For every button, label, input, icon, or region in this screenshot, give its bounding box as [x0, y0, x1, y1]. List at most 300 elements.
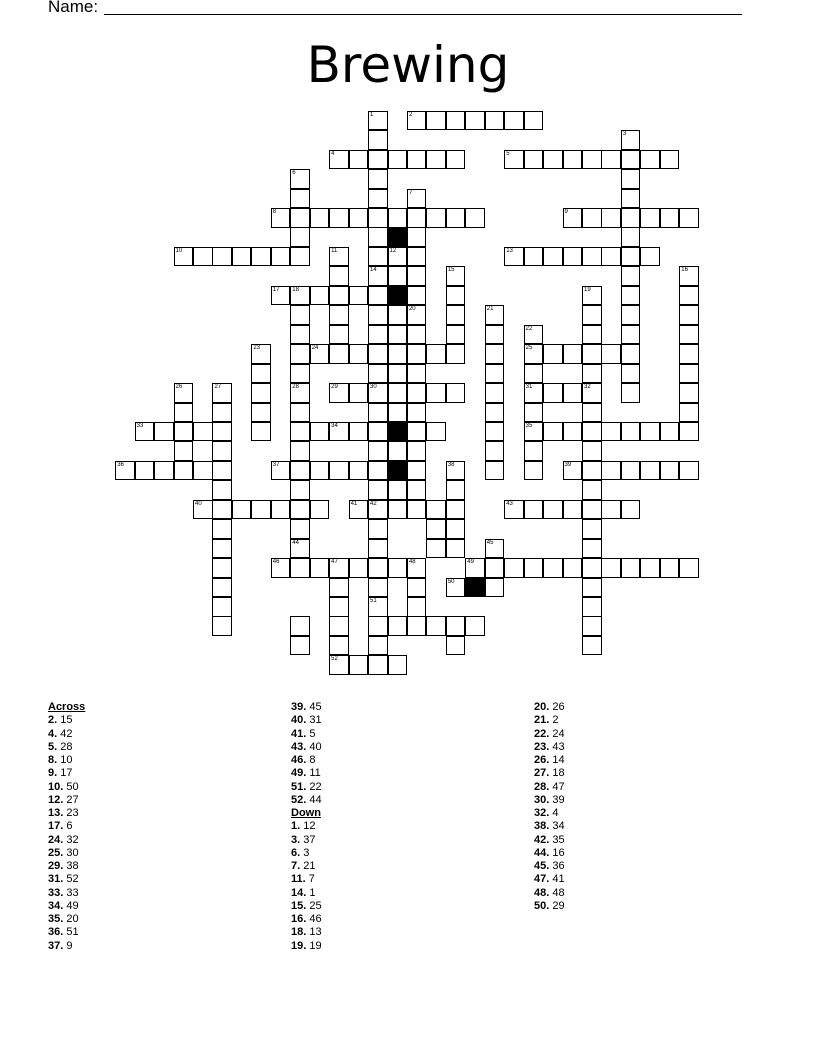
crossword-cell[interactable] — [290, 461, 310, 481]
crossword-cell[interactable] — [582, 208, 602, 228]
crossword-cell[interactable] — [251, 403, 271, 423]
crossword-cell[interactable] — [426, 344, 446, 364]
crossword-cell[interactable] — [582, 636, 602, 656]
crossword-cell[interactable] — [368, 616, 388, 636]
crossword-cell[interactable] — [271, 500, 291, 520]
crossword-cell[interactable] — [621, 305, 641, 325]
crossword-cell[interactable] — [388, 150, 408, 170]
crossword-cell[interactable] — [524, 111, 544, 131]
crossword-cell[interactable] — [349, 383, 369, 403]
crossword-cell[interactable] — [174, 441, 194, 461]
crossword-cell[interactable] — [582, 286, 602, 306]
crossword-cell[interactable] — [543, 344, 563, 364]
crossword-cell[interactable] — [524, 500, 544, 520]
crossword-cell[interactable] — [543, 422, 563, 442]
crossword-cell[interactable] — [388, 364, 408, 384]
crossword-cell[interactable] — [329, 150, 349, 170]
crossword-cell[interactable] — [446, 266, 466, 286]
crossword-cell[interactable] — [232, 247, 252, 267]
crossword-cell[interactable] — [660, 208, 680, 228]
crossword-cell[interactable] — [368, 403, 388, 423]
crossword-cell[interactable] — [388, 558, 408, 578]
crossword-cell[interactable] — [271, 247, 291, 267]
crossword-cell[interactable] — [251, 247, 271, 267]
crossword-cell[interactable] — [368, 383, 388, 403]
crossword-cell[interactable] — [368, 597, 388, 617]
crossword-cell[interactable] — [582, 441, 602, 461]
crossword-cell[interactable] — [407, 325, 427, 345]
crossword-cell[interactable] — [485, 441, 505, 461]
crossword-cell[interactable] — [407, 208, 427, 228]
crossword-cell[interactable] — [524, 344, 544, 364]
crossword-cell[interactable] — [582, 578, 602, 598]
crossword-cell[interactable] — [193, 461, 213, 481]
crossword-cell[interactable] — [251, 383, 271, 403]
crossword-cell[interactable] — [329, 325, 349, 345]
crossword-cell[interactable] — [174, 403, 194, 423]
crossword-cell[interactable] — [524, 403, 544, 423]
crossword-cell[interactable] — [407, 247, 427, 267]
crossword-cell[interactable] — [290, 636, 310, 656]
crossword-cell[interactable] — [426, 500, 446, 520]
crossword-cell[interactable] — [601, 344, 621, 364]
crossword-cell[interactable] — [582, 461, 602, 481]
crossword-cell[interactable] — [407, 150, 427, 170]
crossword-cell[interactable] — [582, 422, 602, 442]
crossword-cell[interactable] — [621, 500, 641, 520]
crossword-cell[interactable] — [446, 325, 466, 345]
crossword-cell[interactable] — [407, 111, 427, 131]
crossword-cell[interactable] — [582, 150, 602, 170]
crossword-cell[interactable] — [290, 500, 310, 520]
crossword-cell[interactable] — [368, 286, 388, 306]
crossword-cell[interactable] — [290, 422, 310, 442]
crossword-cell[interactable] — [465, 558, 485, 578]
crossword-cell[interactable] — [368, 208, 388, 228]
crossword-cell[interactable] — [582, 364, 602, 384]
crossword-cell[interactable] — [563, 247, 583, 267]
crossword-cell[interactable] — [368, 189, 388, 209]
crossword-cell[interactable] — [485, 578, 505, 598]
crossword-cell[interactable] — [446, 480, 466, 500]
crossword-cell[interactable] — [251, 364, 271, 384]
crossword-cell[interactable] — [524, 461, 544, 481]
crossword-cell[interactable] — [679, 558, 699, 578]
crossword-cell[interactable] — [407, 305, 427, 325]
crossword-cell[interactable] — [524, 150, 544, 170]
crossword-cell[interactable] — [563, 422, 583, 442]
crossword-cell[interactable] — [601, 461, 621, 481]
crossword-cell[interactable] — [621, 558, 641, 578]
crossword-cell[interactable] — [485, 539, 505, 559]
crossword-cell[interactable] — [660, 150, 680, 170]
crossword-cell[interactable] — [504, 247, 524, 267]
crossword-cell[interactable] — [504, 558, 524, 578]
crossword-cell[interactable] — [310, 208, 330, 228]
crossword-cell[interactable] — [446, 616, 466, 636]
crossword-cell[interactable] — [290, 539, 310, 559]
crossword-cell[interactable] — [640, 208, 660, 228]
crossword-cell[interactable] — [388, 480, 408, 500]
crossword-cell[interactable] — [388, 208, 408, 228]
crossword-cell[interactable] — [290, 344, 310, 364]
crossword-cell[interactable] — [621, 344, 641, 364]
crossword-cell[interactable] — [582, 519, 602, 539]
crossword-cell[interactable] — [368, 266, 388, 286]
crossword-cell[interactable] — [407, 578, 427, 598]
crossword-cell[interactable] — [679, 208, 699, 228]
crossword-cell[interactable] — [640, 558, 660, 578]
crossword-cell[interactable] — [368, 519, 388, 539]
crossword-cell[interactable] — [310, 500, 330, 520]
crossword-cell[interactable] — [407, 422, 427, 442]
crossword-cell[interactable] — [446, 500, 466, 520]
crossword-cell[interactable] — [582, 558, 602, 578]
crossword-cell[interactable] — [407, 286, 427, 306]
crossword-cell[interactable] — [426, 208, 446, 228]
crossword-cell[interactable] — [310, 461, 330, 481]
crossword-cell[interactable] — [601, 208, 621, 228]
crossword-cell[interactable] — [485, 403, 505, 423]
crossword-cell[interactable] — [368, 500, 388, 520]
crossword-cell[interactable] — [329, 286, 349, 306]
crossword-cell[interactable] — [485, 305, 505, 325]
crossword-cell[interactable] — [290, 519, 310, 539]
crossword-cell[interactable] — [679, 286, 699, 306]
crossword-cell[interactable] — [407, 266, 427, 286]
crossword-cell[interactable] — [388, 616, 408, 636]
crossword-cell[interactable] — [329, 597, 349, 617]
crossword-cell[interactable] — [407, 480, 427, 500]
crossword-cell[interactable] — [349, 655, 369, 675]
crossword-cell[interactable] — [485, 558, 505, 578]
crossword-cell[interactable] — [388, 247, 408, 267]
crossword-cell[interactable] — [212, 539, 232, 559]
crossword-cell[interactable] — [446, 461, 466, 481]
crossword-cell[interactable] — [524, 441, 544, 461]
crossword-cell[interactable] — [446, 578, 466, 598]
crossword-cell[interactable] — [485, 461, 505, 481]
crossword-cell[interactable] — [524, 558, 544, 578]
crossword-cell[interactable] — [368, 364, 388, 384]
crossword-cell[interactable] — [368, 247, 388, 267]
crossword-cell[interactable] — [290, 364, 310, 384]
crossword-cell[interactable] — [446, 111, 466, 131]
crossword-cell[interactable] — [290, 189, 310, 209]
crossword-cell[interactable] — [524, 325, 544, 345]
crossword-cell[interactable] — [446, 344, 466, 364]
crossword-cell[interactable] — [485, 344, 505, 364]
crossword-cell[interactable] — [621, 461, 641, 481]
crossword-cell[interactable] — [349, 558, 369, 578]
crossword-cell[interactable] — [310, 286, 330, 306]
crossword-cell[interactable] — [154, 422, 174, 442]
crossword-cell[interactable] — [679, 305, 699, 325]
crossword-cell[interactable] — [543, 383, 563, 403]
crossword-cell[interactable] — [446, 208, 466, 228]
crossword-cell[interactable] — [446, 383, 466, 403]
crossword-cell[interactable] — [329, 383, 349, 403]
crossword-cell[interactable] — [563, 461, 583, 481]
crossword-cell[interactable] — [212, 247, 232, 267]
crossword-cell[interactable] — [349, 286, 369, 306]
crossword-cell[interactable] — [582, 383, 602, 403]
crossword-cell[interactable] — [679, 403, 699, 423]
crossword-cell[interactable] — [290, 480, 310, 500]
crossword-cell[interactable] — [621, 208, 641, 228]
crossword-cell[interactable] — [679, 325, 699, 345]
crossword-cell[interactable] — [388, 266, 408, 286]
crossword-cell[interactable] — [621, 266, 641, 286]
crossword-cell[interactable] — [329, 266, 349, 286]
crossword-cell[interactable] — [310, 558, 330, 578]
crossword-cell[interactable] — [349, 208, 369, 228]
crossword-cell[interactable] — [368, 480, 388, 500]
crossword-cell[interactable] — [660, 558, 680, 578]
crossword-cell[interactable] — [212, 500, 232, 520]
crossword-cell[interactable] — [368, 539, 388, 559]
crossword-cell[interactable] — [407, 364, 427, 384]
crossword-cell[interactable] — [621, 150, 641, 170]
crossword-cell[interactable] — [582, 500, 602, 520]
crossword-cell[interactable] — [290, 305, 310, 325]
crossword-cell[interactable] — [174, 247, 194, 267]
crossword-cell[interactable] — [407, 344, 427, 364]
crossword-cell[interactable] — [621, 227, 641, 247]
crossword-cell[interactable] — [407, 597, 427, 617]
crossword-cell[interactable] — [388, 305, 408, 325]
crossword-cell[interactable] — [465, 208, 485, 228]
crossword-cell[interactable] — [368, 461, 388, 481]
crossword-cell[interactable] — [601, 422, 621, 442]
crossword-cell[interactable] — [407, 227, 427, 247]
crossword-cell[interactable] — [368, 636, 388, 656]
crossword-cell[interactable] — [368, 169, 388, 189]
crossword-cell[interactable] — [388, 500, 408, 520]
crossword-cell[interactable] — [251, 422, 271, 442]
crossword-cell[interactable] — [290, 325, 310, 345]
crossword-cell[interactable] — [621, 383, 641, 403]
crossword-cell[interactable] — [388, 403, 408, 423]
crossword-cell[interactable] — [368, 150, 388, 170]
crossword-cell[interactable] — [485, 422, 505, 442]
crossword-cell[interactable] — [407, 383, 427, 403]
crossword-cell[interactable] — [582, 344, 602, 364]
crossword-cell[interactable] — [329, 655, 349, 675]
crossword-cell[interactable] — [349, 150, 369, 170]
crossword-cell[interactable] — [290, 227, 310, 247]
crossword-cell[interactable] — [329, 344, 349, 364]
crossword-cell[interactable] — [212, 461, 232, 481]
crossword-cell[interactable] — [504, 111, 524, 131]
crossword-cell[interactable] — [349, 461, 369, 481]
crossword-cell[interactable] — [212, 558, 232, 578]
crossword-cell[interactable] — [212, 616, 232, 636]
crossword-cell[interactable] — [582, 247, 602, 267]
crossword-cell[interactable] — [465, 111, 485, 131]
crossword-cell[interactable] — [212, 383, 232, 403]
crossword-cell[interactable] — [485, 383, 505, 403]
crossword-cell[interactable] — [368, 578, 388, 598]
crossword-cell[interactable] — [368, 655, 388, 675]
crossword-cell[interactable] — [543, 247, 563, 267]
crossword-cell[interactable] — [582, 480, 602, 500]
crossword-cell[interactable] — [368, 305, 388, 325]
crossword-cell[interactable] — [212, 578, 232, 598]
crossword-cell[interactable] — [368, 422, 388, 442]
crossword-cell[interactable] — [212, 480, 232, 500]
crossword-cell[interactable] — [563, 558, 583, 578]
crossword-cell[interactable] — [407, 441, 427, 461]
crossword-cell[interactable] — [582, 597, 602, 617]
crossword-cell[interactable] — [621, 247, 641, 267]
crossword-cell[interactable] — [290, 558, 310, 578]
crossword-cell[interactable] — [660, 461, 680, 481]
crossword-cell[interactable] — [388, 344, 408, 364]
crossword-cell[interactable] — [446, 150, 466, 170]
crossword-cell[interactable] — [310, 344, 330, 364]
crossword-cell[interactable] — [563, 344, 583, 364]
crossword-cell[interactable] — [290, 403, 310, 423]
crossword-cell[interactable] — [563, 150, 583, 170]
crossword-cell[interactable] — [271, 286, 291, 306]
crossword-cell[interactable] — [426, 539, 446, 559]
crossword-cell[interactable] — [368, 344, 388, 364]
crossword-cell[interactable] — [426, 150, 446, 170]
crossword-cell[interactable] — [446, 636, 466, 656]
crossword-cell[interactable] — [388, 655, 408, 675]
crossword-cell[interactable] — [154, 461, 174, 481]
crossword-cell[interactable] — [329, 208, 349, 228]
crossword-cell[interactable] — [329, 422, 349, 442]
crossword-cell[interactable] — [543, 500, 563, 520]
crossword-cell[interactable] — [621, 169, 641, 189]
crossword-cell[interactable] — [679, 383, 699, 403]
crossword-cell[interactable] — [621, 130, 641, 150]
crossword-cell[interactable] — [174, 383, 194, 403]
crossword-cell[interactable] — [290, 383, 310, 403]
crossword-cell[interactable] — [640, 422, 660, 442]
crossword-cell[interactable] — [563, 383, 583, 403]
crossword-cell[interactable] — [174, 422, 194, 442]
crossword-cell[interactable] — [426, 383, 446, 403]
crossword-cell[interactable] — [504, 150, 524, 170]
crossword-cell[interactable] — [485, 325, 505, 345]
crossword-cell[interactable] — [407, 189, 427, 209]
crossword-cell[interactable] — [407, 616, 427, 636]
crossword-cell[interactable] — [329, 558, 349, 578]
crossword-cell[interactable] — [368, 558, 388, 578]
crossword-cell[interactable] — [601, 247, 621, 267]
crossword-cell[interactable] — [212, 441, 232, 461]
crossword-cell[interactable] — [115, 461, 135, 481]
crossword-cell[interactable] — [640, 247, 660, 267]
crossword-cell[interactable] — [679, 422, 699, 442]
crossword-cell[interactable] — [349, 500, 369, 520]
crossword-cell[interactable] — [290, 286, 310, 306]
crossword-cell[interactable] — [329, 247, 349, 267]
crossword-cell[interactable] — [640, 461, 660, 481]
crossword-cell[interactable] — [290, 208, 310, 228]
crossword-cell[interactable] — [582, 403, 602, 423]
crossword-cell[interactable] — [485, 364, 505, 384]
crossword-cell[interactable] — [388, 325, 408, 345]
crossword-cell[interactable] — [329, 461, 349, 481]
crossword-cell[interactable] — [563, 208, 583, 228]
crossword-cell[interactable] — [174, 461, 194, 481]
crossword-cell[interactable] — [193, 500, 213, 520]
crossword-cell[interactable] — [368, 111, 388, 131]
crossword-cell[interactable] — [271, 461, 291, 481]
crossword-cell[interactable] — [582, 616, 602, 636]
crossword-cell[interactable] — [640, 150, 660, 170]
crossword-cell[interactable] — [349, 422, 369, 442]
crossword-cell[interactable] — [621, 189, 641, 209]
crossword-cell[interactable] — [290, 441, 310, 461]
crossword-cell[interactable] — [407, 461, 427, 481]
crossword-cell[interactable] — [426, 111, 446, 131]
crossword-cell[interactable] — [621, 325, 641, 345]
crossword-cell[interactable] — [621, 422, 641, 442]
crossword-cell[interactable] — [426, 616, 446, 636]
crossword-cell[interactable] — [582, 539, 602, 559]
crossword-cell[interactable] — [368, 441, 388, 461]
crossword-cell[interactable] — [212, 597, 232, 617]
crossword-cell[interactable] — [543, 150, 563, 170]
crossword-cell[interactable] — [679, 364, 699, 384]
crossword-cell[interactable] — [193, 247, 213, 267]
crossword-cell[interactable] — [446, 305, 466, 325]
crossword-cell[interactable] — [504, 500, 524, 520]
crossword-cell[interactable] — [251, 500, 271, 520]
crossword-cell[interactable] — [601, 500, 621, 520]
crossword-cell[interactable] — [407, 403, 427, 423]
crossword-cell[interactable] — [524, 247, 544, 267]
crossword-cell[interactable] — [601, 150, 621, 170]
crossword-cell[interactable] — [290, 247, 310, 267]
crossword-cell[interactable] — [543, 558, 563, 578]
crossword-cell[interactable] — [290, 169, 310, 189]
crossword-cell[interactable] — [329, 305, 349, 325]
crossword-cell[interactable] — [251, 344, 271, 364]
crossword-cell[interactable] — [660, 422, 680, 442]
crossword-cell[interactable] — [329, 616, 349, 636]
crossword-cell[interactable] — [582, 325, 602, 345]
crossword-cell[interactable] — [524, 422, 544, 442]
crossword-cell[interactable] — [212, 519, 232, 539]
crossword-cell[interactable] — [368, 227, 388, 247]
crossword-cell[interactable] — [407, 500, 427, 520]
crossword-cell[interactable] — [563, 500, 583, 520]
crossword-cell[interactable] — [271, 558, 291, 578]
crossword-cell[interactable] — [679, 266, 699, 286]
crossword-cell[interactable] — [679, 344, 699, 364]
crossword-cell[interactable] — [426, 422, 446, 442]
crossword-cell[interactable] — [601, 558, 621, 578]
crossword-cell[interactable] — [232, 500, 252, 520]
crossword-cell[interactable] — [135, 461, 155, 481]
crossword-cell[interactable] — [524, 364, 544, 384]
crossword-cell[interactable] — [621, 286, 641, 306]
crossword-cell[interactable] — [368, 325, 388, 345]
crossword-cell[interactable] — [407, 558, 427, 578]
crossword-cell[interactable] — [621, 364, 641, 384]
crossword-cell[interactable] — [349, 344, 369, 364]
crossword-cell[interactable] — [524, 383, 544, 403]
crossword-cell[interactable] — [388, 383, 408, 403]
crossword-cell[interactable] — [212, 422, 232, 442]
crossword-cell[interactable] — [310, 422, 330, 442]
